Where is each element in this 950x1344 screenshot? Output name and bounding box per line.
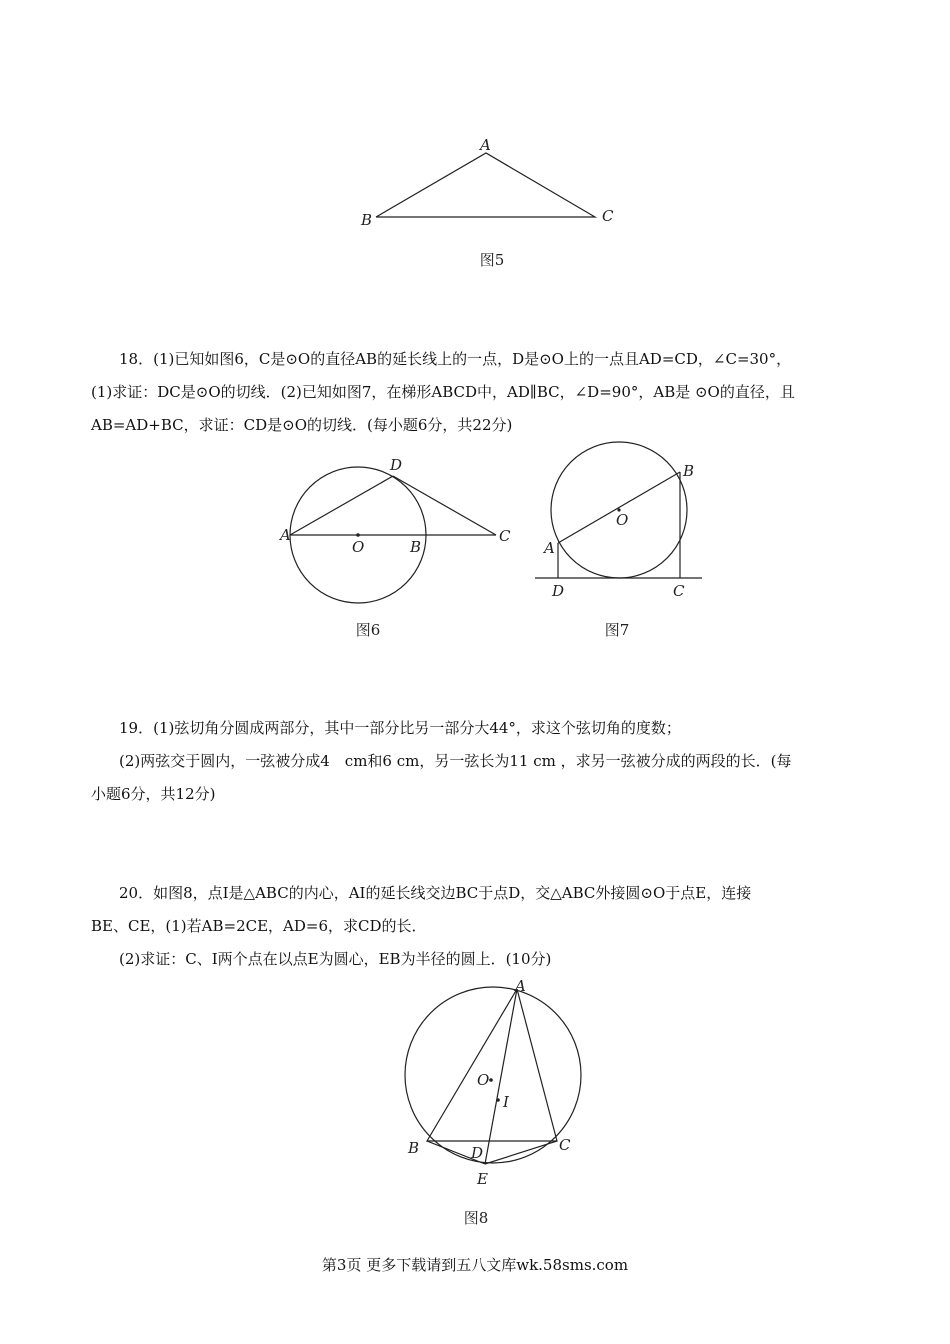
label-e: E (477, 1170, 488, 1188)
label-a: A (544, 539, 555, 557)
label-o: O (616, 511, 629, 529)
q18-line1: 18．(1)已知如图6，C是⊙O的直径AB的延长线上的一点，D是⊙O上的一点且AD=CD，∠C=30°， (119, 350, 792, 368)
page-footer: 第3页 更多下载请到五八文库wk.58sms.com (321, 1256, 629, 1274)
figure-8 (395, 975, 595, 1195)
label-b: B (361, 211, 373, 229)
figure-7 (530, 440, 710, 605)
center-dot (356, 533, 360, 537)
label-d: D (552, 582, 565, 600)
q19-line3: 小题6分，共12分) (91, 785, 216, 803)
line-ad (290, 476, 393, 535)
label-c: C (559, 1136, 571, 1154)
label-c: C (673, 582, 685, 600)
figure-6 (278, 450, 518, 615)
label-b: B (683, 462, 695, 480)
figure-5 (350, 130, 630, 240)
label-d: D (471, 1144, 484, 1162)
q20-line3: (2)求证：C、I两个点在以点E为圆心，EB为半径的圆上．(10分) (119, 950, 552, 968)
label-b: B (410, 538, 422, 556)
line-ce (485, 1141, 557, 1164)
label-a: A (515, 977, 526, 995)
label-o: O (477, 1071, 490, 1089)
center-dot (489, 1078, 493, 1082)
question-18 (91, 343, 861, 442)
q20-line2: BE、CE，(1)若AB=2CE，AD=6，求CD的长． (91, 917, 427, 935)
q20-line1: 20．如图8，点I是△ABC的内心，AI的延长线交边BC于点D，交△ABC外接圆⊙O于点E，连接 (119, 884, 752, 902)
q19-line1: 19．(1)弦切角分圆成两部分，其中一部分比另一部分大44°，求这个弦切角的度数； (119, 719, 681, 737)
diameter-ab (558, 472, 680, 543)
figure-6-caption: 图6 (355, 621, 381, 639)
label-o: O (352, 538, 365, 556)
circumcircle-o (405, 987, 581, 1163)
question-19 (91, 712, 861, 811)
label-i: I (503, 1093, 509, 1111)
figure-5-caption: 图5 (479, 251, 505, 269)
figure-7-caption: 图7 (604, 621, 630, 639)
label-d: D (390, 456, 403, 474)
triangle-abc (427, 989, 557, 1141)
label-a: A (280, 526, 291, 544)
label-c: C (499, 527, 511, 545)
label-c: C (602, 207, 614, 225)
q18-line2: (1)求证：DC是⊙O的切线．(2)已知如图7，在梯形ABCD中，AD∥BC，∠D=90°，AB是 ⊙O的直径，且 (91, 383, 795, 401)
incenter-dot (496, 1098, 500, 1102)
q19-line2: (2)两弦交于圆内，一弦被分成4 cm和6 cm，另一弦长为11 cm ，求另一弦被分成的两段的长．(每 (119, 752, 792, 770)
question-20 (91, 877, 861, 976)
triangle-abc (376, 153, 595, 217)
q18-line3: AB=AD+BC，求证：CD是⊙O的切线．(每小题6分，共22分) (91, 416, 513, 434)
label-b: B (408, 1139, 420, 1157)
label-a: A (480, 136, 491, 154)
line-dc (393, 476, 496, 535)
figure-8-caption: 图8 (463, 1209, 489, 1227)
